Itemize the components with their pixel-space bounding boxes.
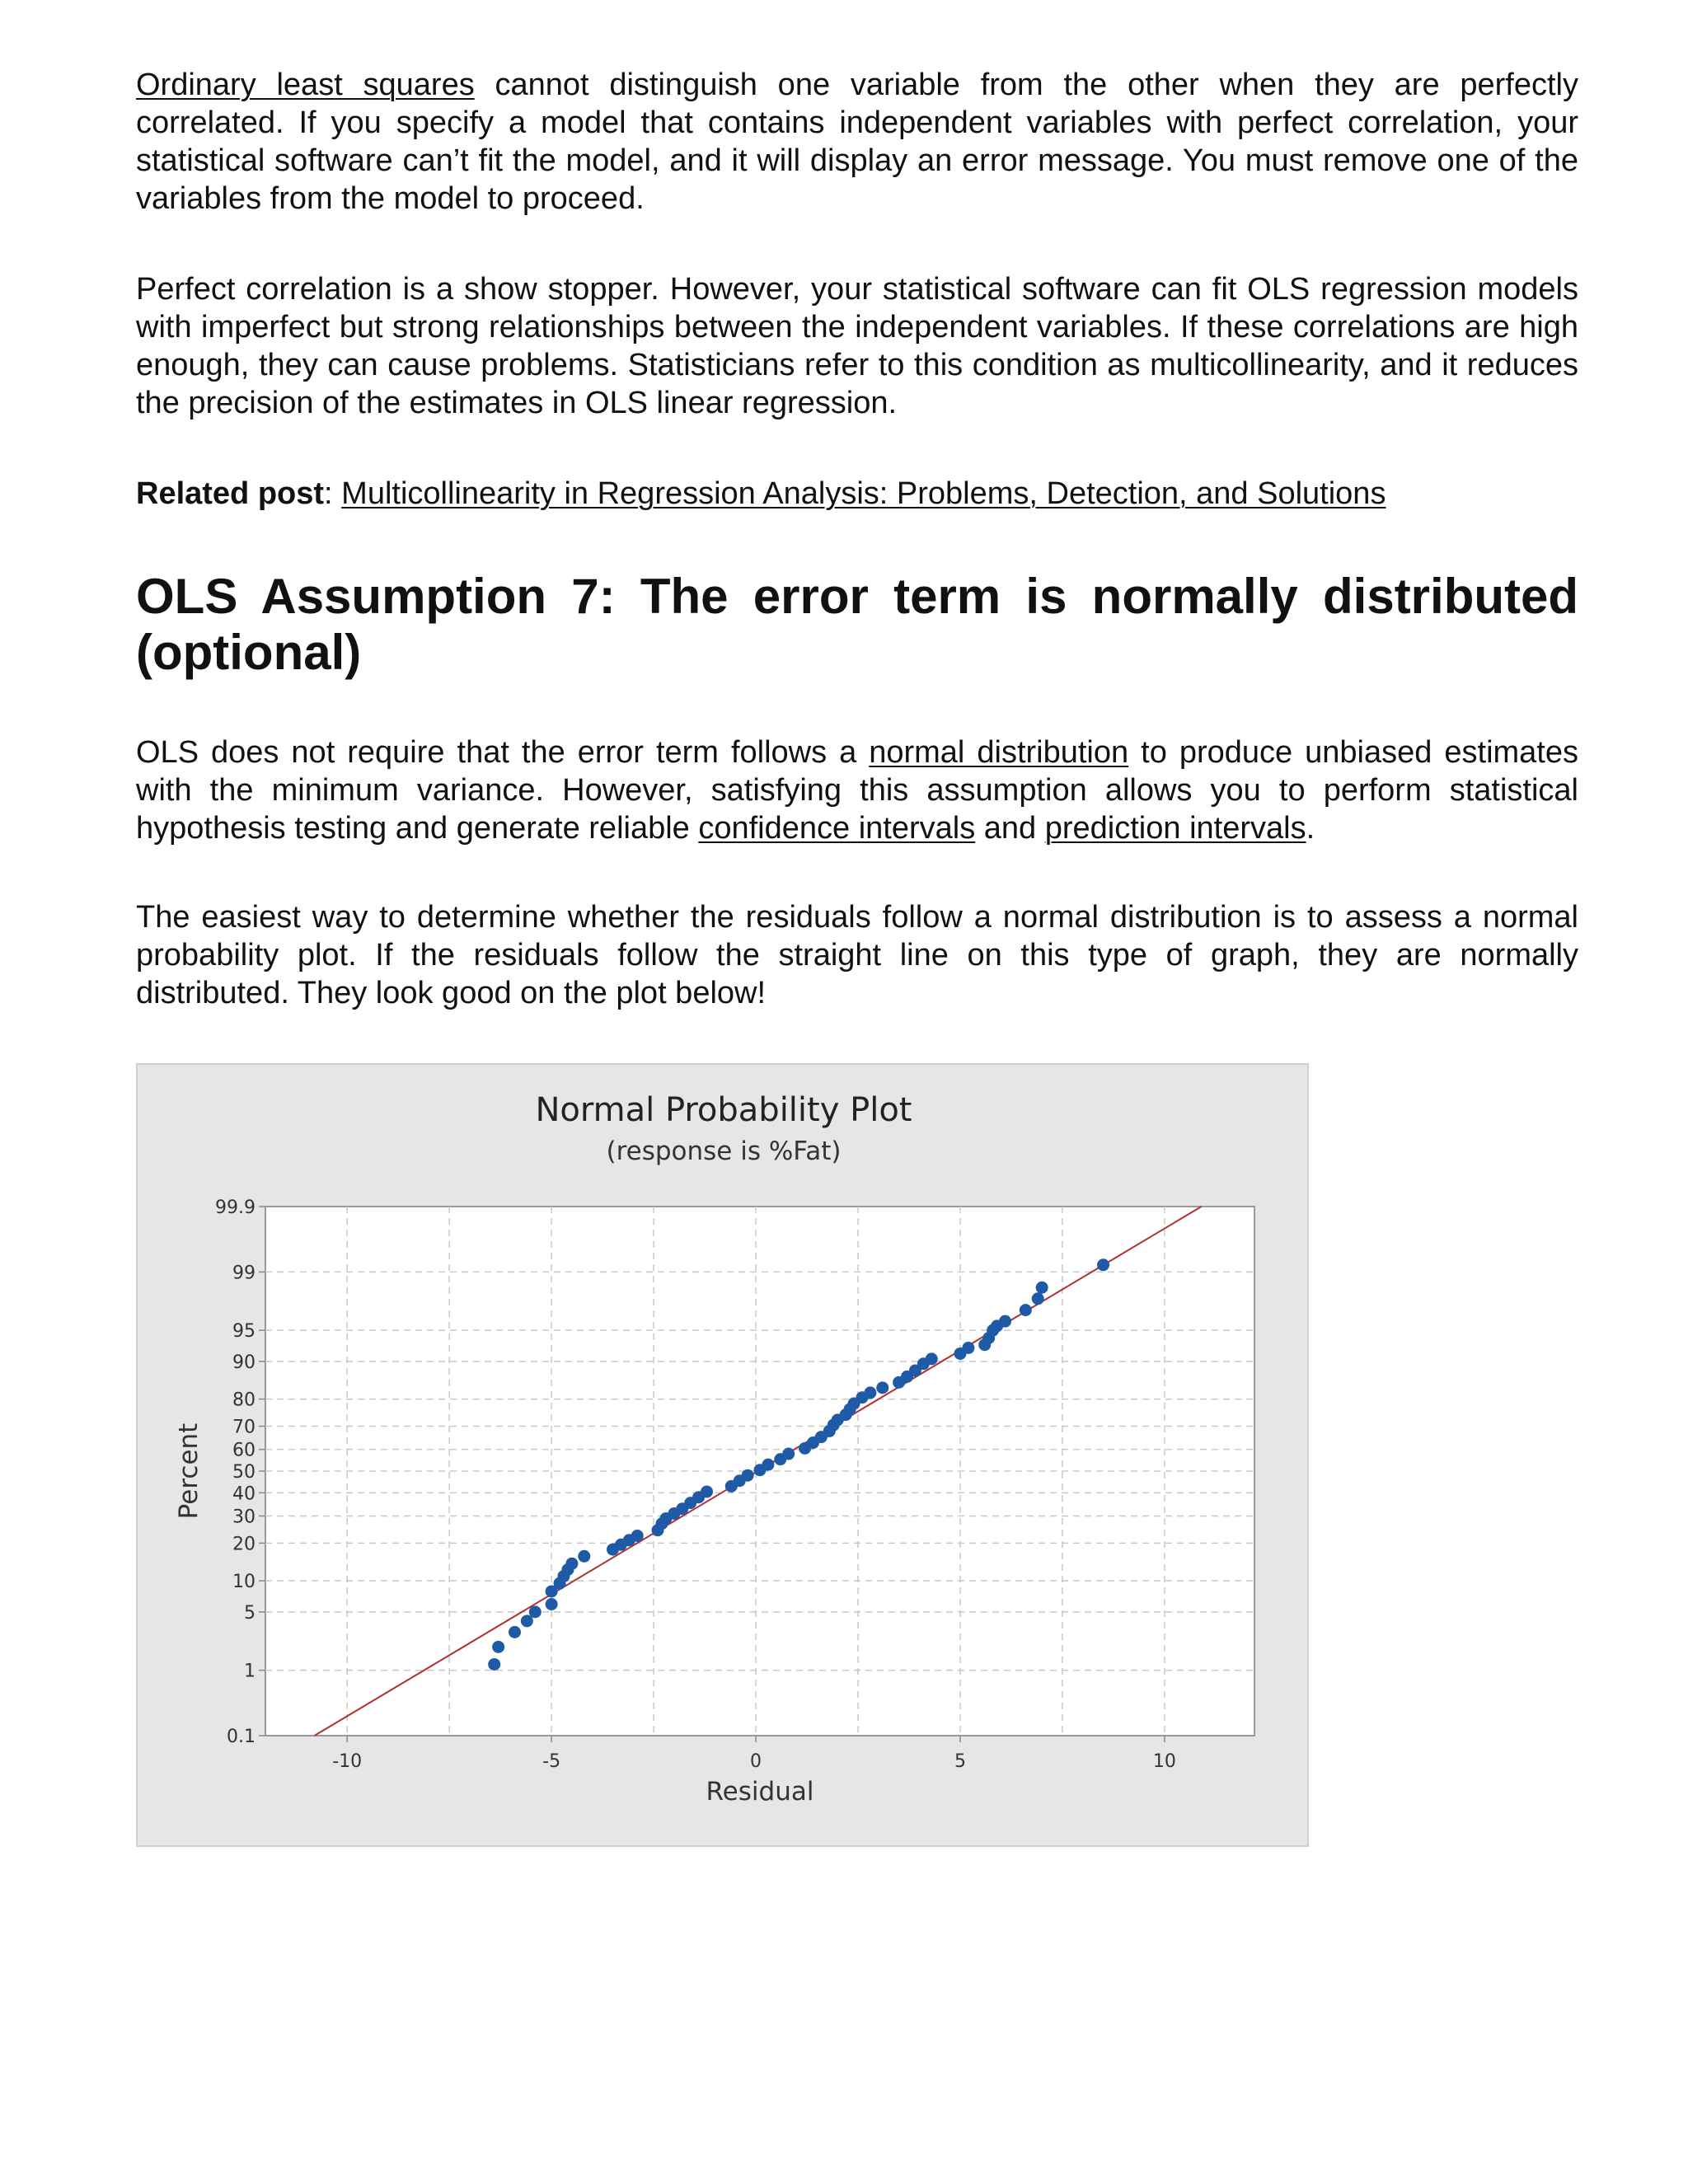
paragraph-text: . — [1306, 811, 1315, 846]
y-tick-label: 60 — [232, 1440, 256, 1461]
data-point — [529, 1605, 542, 1618]
data-point — [762, 1459, 774, 1471]
link-confidence-intervals[interactable]: confidence intervals — [698, 811, 976, 846]
data-point — [999, 1315, 1011, 1328]
related-post-label: Related post — [136, 476, 325, 511]
y-tick-label: 95 — [232, 1321, 256, 1343]
x-axis-ticks — [332, 1736, 1176, 1772]
paragraph-normal-not-required — [136, 733, 1578, 847]
data-point — [864, 1386, 876, 1399]
data-point — [509, 1626, 521, 1638]
chart-title: Normal Probability Plot — [535, 1091, 912, 1129]
y-tick-label: 10 — [232, 1572, 256, 1593]
y-tick-label: 70 — [232, 1417, 256, 1438]
x-tick-label: 5 — [954, 1751, 966, 1772]
chart-subtitle: (response is %Fat) — [606, 1137, 842, 1166]
y-tick-label: 20 — [232, 1534, 256, 1555]
normal-probability-plot — [138, 1065, 1311, 1849]
data-point — [488, 1658, 500, 1671]
x-tick-label: 10 — [1152, 1751, 1176, 1772]
data-point — [926, 1352, 938, 1365]
data-point — [546, 1598, 558, 1610]
y-axis-ticks — [215, 1197, 265, 1747]
link-normal-distribution[interactable]: normal distribution — [869, 735, 1129, 770]
paragraph-text: to produce unbiased estimates with the minimum variance. However, satisfying this assumption allows you to perform statistical hypothesis testing and generate reliable — [136, 735, 1578, 846]
paragraph-probability-plot: The easiest way to determine whether the residuals follow a normal distribution is to assess a normal probability plot. If the residuals follow the straight line on this type of graph, they are normally distributed. They look good on the plot below! — [136, 900, 1578, 1010]
link-ordinary-least-squares[interactable]: Ordinary least squares — [136, 68, 475, 102]
data-point — [565, 1558, 578, 1570]
paragraph-multicollinearity: Perfect correlation is a show stopper. However, your statistical software can fit OLS regression models with imperfect but strong relationships between the independent variables. If these correlations are high enough, they can cause problems. Statisticians refer to this condition as multicollinearity, and it reduces the precision of the estimates in OLS linear regression. — [136, 272, 1578, 420]
y-tick-label: 1 — [244, 1661, 256, 1682]
data-point — [782, 1448, 795, 1460]
data-point — [742, 1469, 754, 1482]
x-tick-label: -5 — [542, 1751, 561, 1772]
data-point — [962, 1342, 974, 1354]
paragraph-text: cannot distinguish one variable from the other when they are perfectly correlated. If you specify a model that contains independent variables with perfect correlation, your statistical software can’t fit the model, and it will display an error message. You must remove one of the variables from the model to proceed. — [136, 68, 1578, 216]
y-tick-label: 99 — [232, 1263, 256, 1284]
x-axis-label: Residual — [706, 1777, 814, 1807]
y-tick-label: 90 — [232, 1352, 256, 1373]
related-post — [136, 475, 1578, 513]
x-tick-label: 0 — [750, 1751, 762, 1772]
data-point — [1036, 1282, 1048, 1294]
normal-probability-plot-figure — [136, 1063, 1309, 1847]
data-point — [1020, 1304, 1032, 1316]
link-prediction-intervals[interactable]: prediction intervals — [1044, 811, 1306, 846]
data-point — [578, 1550, 590, 1563]
y-tick-label: 50 — [232, 1462, 256, 1483]
y-tick-label: 99.9 — [215, 1197, 256, 1218]
y-tick-label: 30 — [232, 1507, 256, 1528]
data-point — [876, 1381, 889, 1394]
y-axis-label: Percent — [174, 1422, 204, 1520]
x-tick-label: -10 — [332, 1751, 363, 1772]
paragraph-text: OLS does not require that the error term follows a — [136, 735, 870, 770]
data-point — [1097, 1258, 1109, 1271]
y-tick-label: 5 — [244, 1602, 256, 1624]
paragraph-text: and — [975, 811, 1045, 846]
y-tick-label: 80 — [232, 1390, 256, 1411]
y-tick-label: 0.1 — [227, 1727, 256, 1747]
data-point — [701, 1485, 713, 1497]
y-tick-label: 40 — [232, 1483, 256, 1505]
data-point — [1032, 1292, 1044, 1305]
related-post-separator: : — [324, 476, 342, 511]
paragraph-ols-perfect-correlation — [136, 66, 1578, 218]
data-point — [492, 1641, 504, 1653]
data-point — [631, 1530, 644, 1542]
link-multicollinearity-post[interactable]: Multicollinearity in Regression Analysis: Problems, Detection, and Solutions — [341, 476, 1386, 511]
section-heading-assumption-7: OLS Assumption 7: The error term is normally distributed (optional) — [136, 569, 1578, 680]
